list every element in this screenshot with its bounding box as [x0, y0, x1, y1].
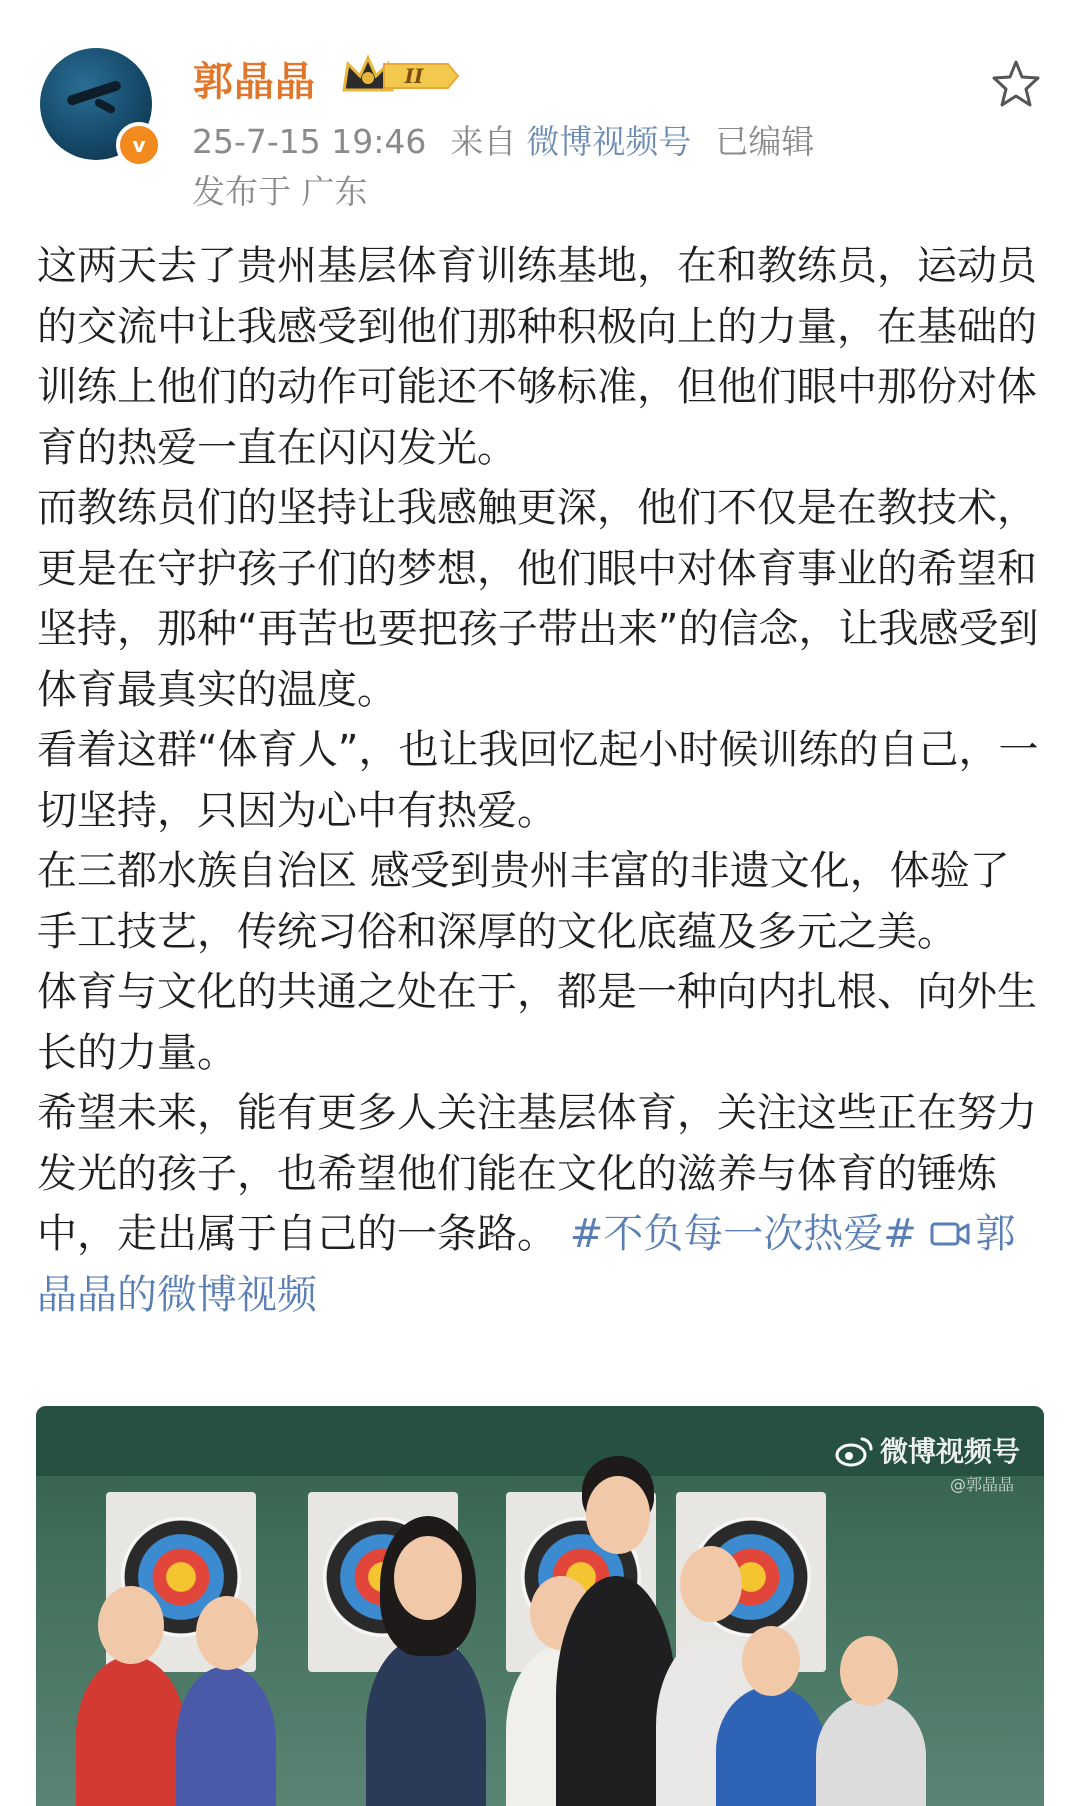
- paragraph: 看着这群“体育人”，也让我回忆起小时候训练的自己，一切坚持，只因为心中有热爱。: [37, 727, 1039, 834]
- watermark-sub: @郭晶晶: [949, 1475, 1014, 1494]
- person: [176, 1666, 276, 1806]
- crown-vip-icon[interactable]: [340, 50, 460, 100]
- timestamp: 25-7-15 19:46: [192, 122, 427, 161]
- person: [816, 1696, 926, 1806]
- paragraph: 这两天去了贵州基层体育训练基地，在和教练员，运动员的交流中让我感受到他们那种积极向上的力量，在基础的训练上他们的动作可能还不够标准，但他们眼中那份对体育的热爱一直在闪闪发光。: [37, 243, 1037, 471]
- post-meta: [192, 116, 814, 163]
- watermark-label: 微博视频号: [879, 1435, 1020, 1468]
- video-camera-icon: [929, 1217, 971, 1251]
- topic-link[interactable]: #不负每一次热爱#: [569, 1211, 917, 1257]
- paragraph: 体育与文化的共通之处在于，都是一种向内扎根、向外生长的力量。: [37, 969, 1037, 1076]
- paragraph-last: [37, 1083, 1045, 1325]
- person-head: [586, 1476, 650, 1554]
- person-head: [98, 1586, 164, 1664]
- post-body: [37, 236, 1045, 1325]
- vip-level-label: II: [404, 64, 424, 88]
- from-label: 来自: [450, 122, 517, 161]
- avatar-image-detail: [93, 97, 116, 114]
- paragraph-text: 希望未来，能有更多人关注基层体育，关注这些正在努力发光的孩子，也希望他们能在文化的滋养与体育的锤炼中，走出属于自己的一条路。: [37, 1090, 1037, 1257]
- weibo-logo-icon: [834, 1435, 874, 1467]
- post-header: [0, 0, 1080, 210]
- person: [716, 1686, 826, 1806]
- person-head: [742, 1626, 800, 1696]
- location: 发布于 广东: [192, 172, 368, 211]
- person-head: [840, 1636, 898, 1706]
- paragraph: 而教练员们的坚持让我感触更深，他们不仅是在教技术，更是在守护孩子们的梦想，他们眼中对体育事业的希望和坚持，那种“再苦也要把孩子带出来”的信念，让我感受到体育最真实的温度。: [37, 485, 1039, 713]
- post-image[interactable]: [36, 1406, 1044, 1806]
- person: [76, 1656, 186, 1806]
- video-link-label: 郭晶晶的微博视频: [37, 1211, 1016, 1318]
- person-head: [394, 1536, 462, 1620]
- paragraph: 在三都水族自治区 感受到贵州丰富的非遗文化，体验了手工技艺，传统习俗和深厚的文化底蕴及多元之美。: [37, 848, 1010, 955]
- person-head: [680, 1546, 742, 1622]
- person-head: [196, 1596, 258, 1670]
- username[interactable]: 郭晶晶: [193, 59, 316, 105]
- source-link[interactable]: 微博视频号: [526, 122, 692, 161]
- person: [366, 1636, 486, 1806]
- star-icon[interactable]: [990, 58, 1042, 108]
- watermark: [834, 1430, 1020, 1470]
- edited-label: 已编辑: [715, 122, 815, 161]
- verified-badge-icon: v: [116, 122, 162, 168]
